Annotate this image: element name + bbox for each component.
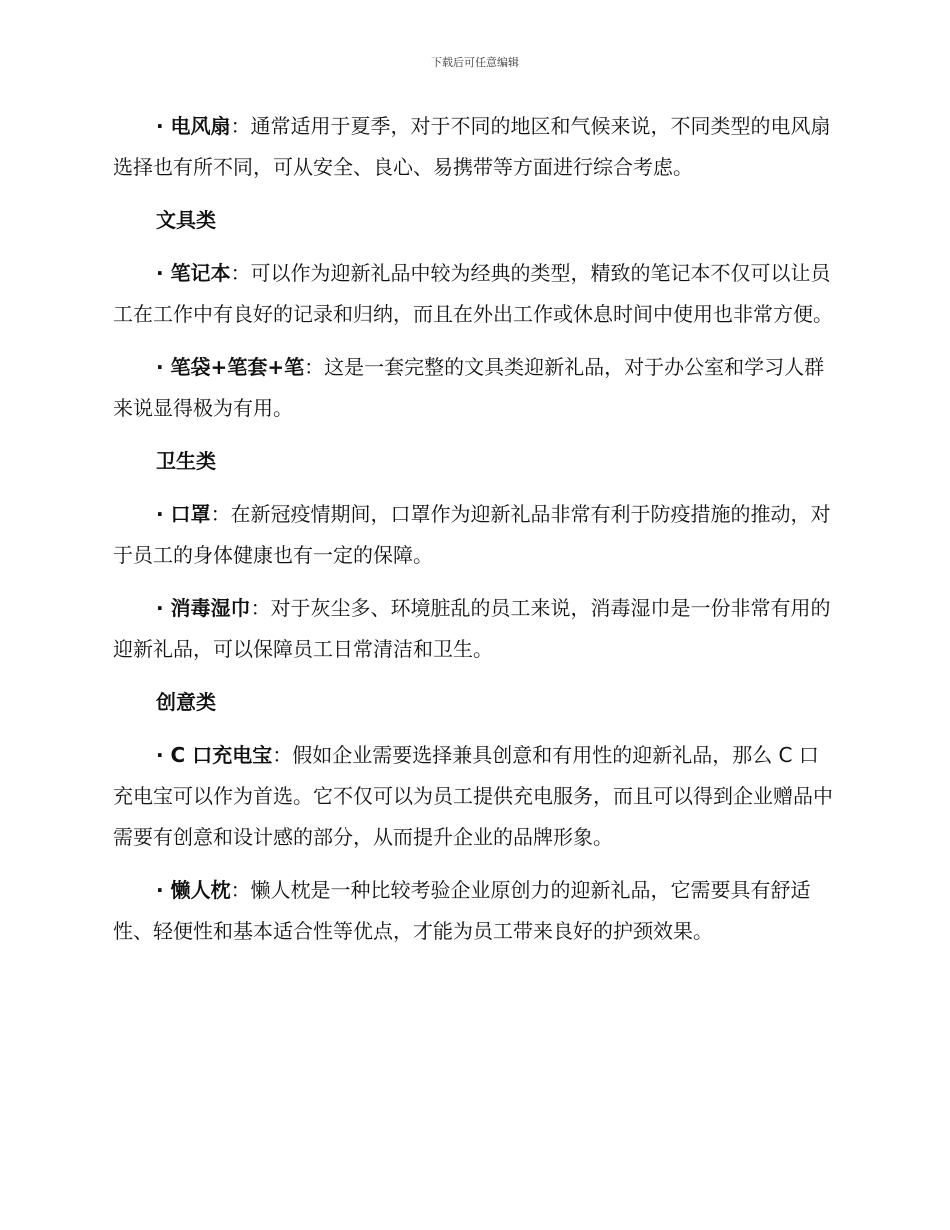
- list-item-power-bank: [113, 735, 838, 858]
- item-text: ：对于灰尘多、环境脏乱的员工来说，消毒湿巾是一份非常有用的迎新礼品，可以保障员工日常清洁和卫生。: [113, 596, 831, 661]
- page-header-note: 下载后可任意编辑: [431, 56, 519, 69]
- section-heading-creative: 创意类: [156, 690, 216, 714]
- item-term: · 懒人枕: [156, 878, 231, 902]
- list-item-pillow: [113, 870, 838, 952]
- list-item-electric-fan: [113, 106, 838, 188]
- item-text: ：在新冠疫情期间，口罩作为迎新礼品非常有利于防疫措施的推动，对于员工的身体健康也有一定的保障。: [113, 502, 831, 567]
- item-term: · 消毒湿巾: [156, 596, 251, 620]
- section-heading-stationery: 文具类: [156, 208, 216, 232]
- list-item-mask: [113, 494, 838, 576]
- item-term: · 口罩: [156, 502, 211, 526]
- item-text: ：可以作为迎新礼品中较为经典的类型，精致的笔记本不仅可以让员工在工作中有良好的记录和归纳，而且在外出工作或休息时间中使用也非常方便。: [113, 261, 833, 326]
- list-item-wet-wipes: [113, 588, 838, 670]
- item-term: · 笔记本: [156, 261, 231, 285]
- item-text: ：假如企业需要选择兼具创意和有用性的迎新礼品，那么 C 口充电宝可以作为首选。它不仅可以为员工提供充电服务，而且可以得到企业赠品中需要有创意和设计感的部分，从而提升企业的品牌形象。: [113, 743, 833, 849]
- list-item-pen-set: [113, 347, 838, 429]
- item-term: · 电风扇: [156, 114, 231, 138]
- item-term: · 笔袋+笔套+笔: [156, 355, 305, 379]
- section-heading-hygiene: 卫生类: [156, 449, 216, 473]
- item-text: ：懒人枕是一种比较考验企业原创力的迎新礼品，它需要具有舒适性、轻便性和基本适合性等优点，才能为员工带来良好的护颈效果。: [113, 878, 811, 943]
- item-term: · C 口充电宝: [156, 743, 273, 767]
- list-item-notebook: [113, 253, 838, 335]
- item-text: ：这是一套完整的文具类迎新礼品，对于办公室和学习人群来说显得极为有用。: [113, 355, 825, 420]
- item-text: ：通常适用于夏季，对于不同的地区和气候来说，不同类型的电风扇选择也有所不同，可从安全、良心、易携带等方面进行综合考虑。: [113, 114, 831, 179]
- document-body: [113, 106, 838, 964]
